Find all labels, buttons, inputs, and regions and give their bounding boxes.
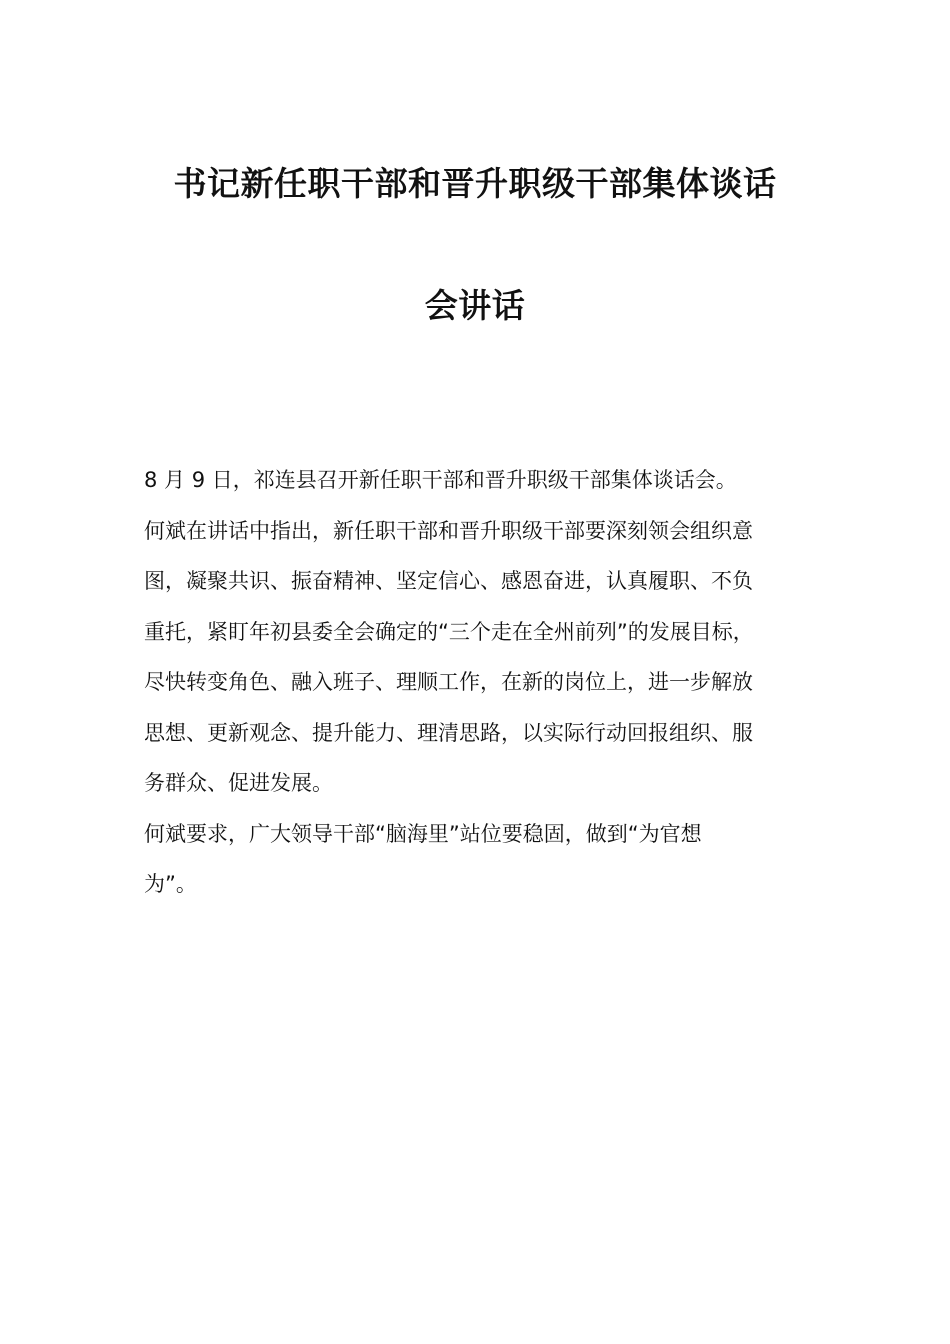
paragraph-3: [144, 816, 824, 903]
paragraph-line: 尽快转变角色、融入班子、理顺工作，在新的岗位上，进一步解放: [144, 670, 753, 694]
paragraph-1: [144, 462, 824, 498]
paragraph-line: 8 月 9 日，祁连县召开新任职干部和晋升职级干部集体谈话会。: [144, 468, 737, 492]
paragraph-line: 务群众、促进发展。: [144, 771, 333, 795]
document-title-line-1: 书记新任职干部和晋升职级干部集体谈话: [173, 164, 777, 203]
document-title-line-2: 会讲话: [424, 286, 526, 325]
paragraph-2: [144, 513, 824, 802]
paragraph-line: 重托，紧盯年初县委全会确定的“三个走在全州前列”的发展目标，: [144, 619, 754, 644]
paragraph-line: 何斌在讲话中指出，新任职干部和晋升职级干部要深刻领会组织意: [144, 518, 753, 543]
paragraph-line: 图，凝聚共识、振奋精神、坚定信心、感恩奋进，认真履职、不负: [144, 569, 753, 593]
paragraph-line: 何斌要求，广大领导干部“脑海里”站位要稳固，做到“为官想: [144, 821, 702, 846]
document-body: [144, 462, 824, 917]
paragraph-line: 思想、更新观念、提升能力、理清思路，以实际行动回报组织、服: [144, 720, 753, 745]
paragraph-line: 为”。: [144, 872, 197, 896]
